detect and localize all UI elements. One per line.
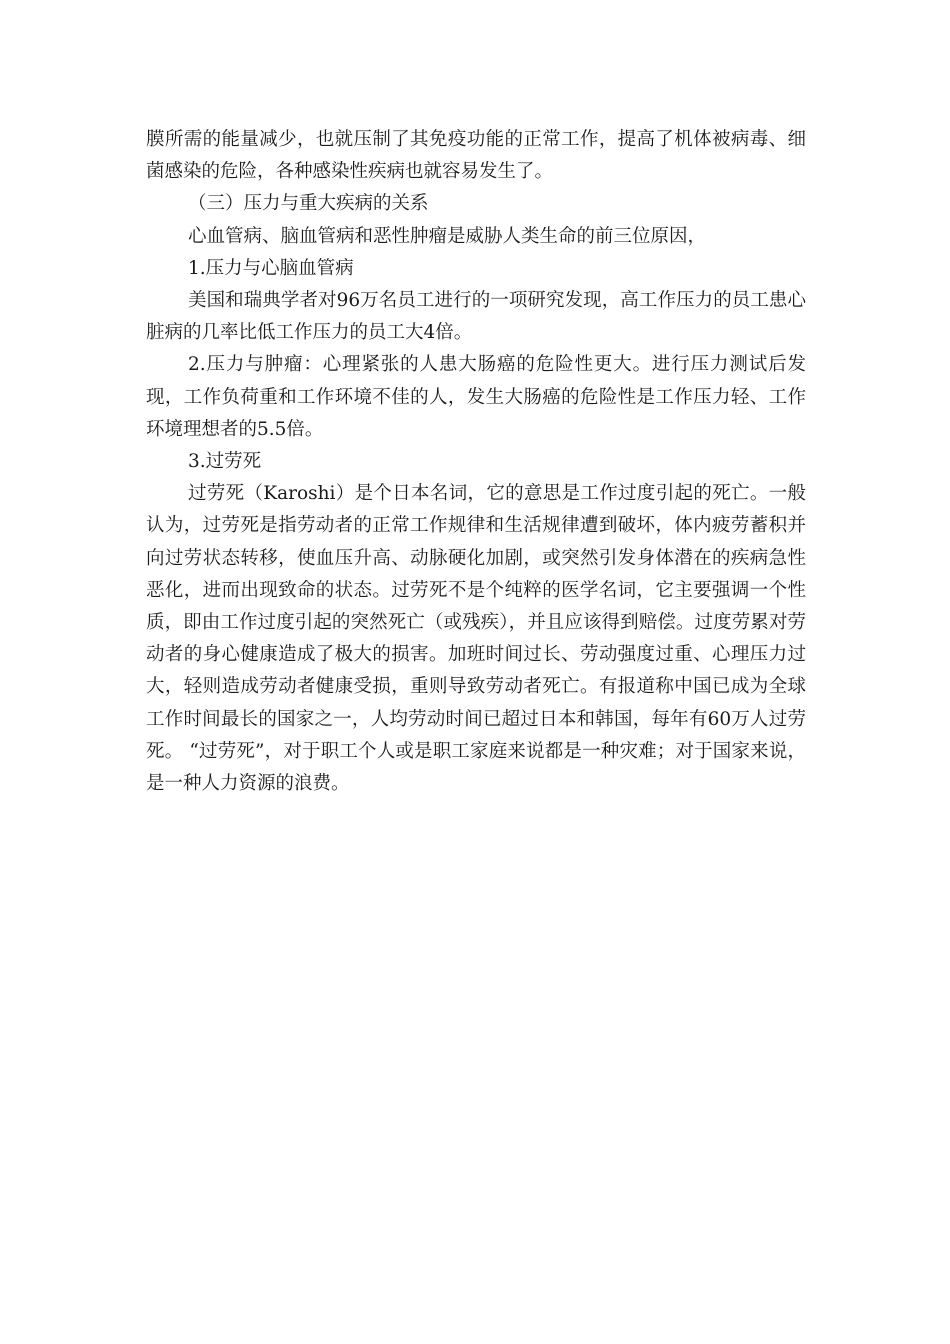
paragraph-heart-disease-study: 美国和瑞典学者对96万名员工进行的一项研究发现，高工作压力的员工患心脏病的几率比低工作压力的员工大4倍。 (146, 290, 806, 344)
paragraph-immune-continuation: 膜所需的能量减少，也就压制了其免疫功能的正常工作，提高了机体被病毒、细菌感染的危险，各种感染性疾病也就容易发生了。 (146, 129, 806, 183)
section-heading-stress-major-disease: （三）压力与重大疾病的关系 (188, 193, 429, 215)
subheading-karoshi: 3.过劳死 (188, 451, 262, 473)
subheading-cardiovascular: 1.压力与心脑血管病 (188, 257, 354, 279)
paragraph-karoshi-definition: 过劳死（Karoshi）是个日本名词，它的意思是工作过度引起的死亡。一般认为，过劳死是指劳动者的正常工作规律和生活规律遭到破坏，体内疲劳蓄积并向过劳状态转移，使血压升高、动脉硬化加剧，或突然引发身体潜在的疾病急性恶化，进而出现致命的状态。过劳死不是个纯粹的医学名词，它主要强调一个性质，即由工作过度引起的突然死亡（或残疾），并且应该得到赔偿。过度劳累对劳动者的身心健康造成了极大的损害。加班时间过长、劳动强度过重、心理压力过大，轻则造成劳动者健康受损，重则导致劳动者死亡。有报道称中国已成为全球工作时间最长的国家之一，人均劳动时间已超过日本和韩国，每年有60万人过劳死。 “过劳死”，对于职工个人或是职工家庭来说都是一种灾难；对于国家来说，是一种人力资源的浪费。 (146, 483, 806, 795)
document-body (146, 124, 806, 800)
paragraph-stress-tumor: 2.压力与肿瘤：心理紧张的人患大肠癌的危险性更大。进行压力测试后发现，工作负荷重和工作环境不佳的人，发生大肠癌的危险性是工作压力轻、工作环境理想者的5.5倍。 (146, 354, 806, 440)
paragraph-leading-causes: 心血管病、脑血管病和恶性肿瘤是威胁人类生命的前三位原因， (188, 225, 707, 247)
